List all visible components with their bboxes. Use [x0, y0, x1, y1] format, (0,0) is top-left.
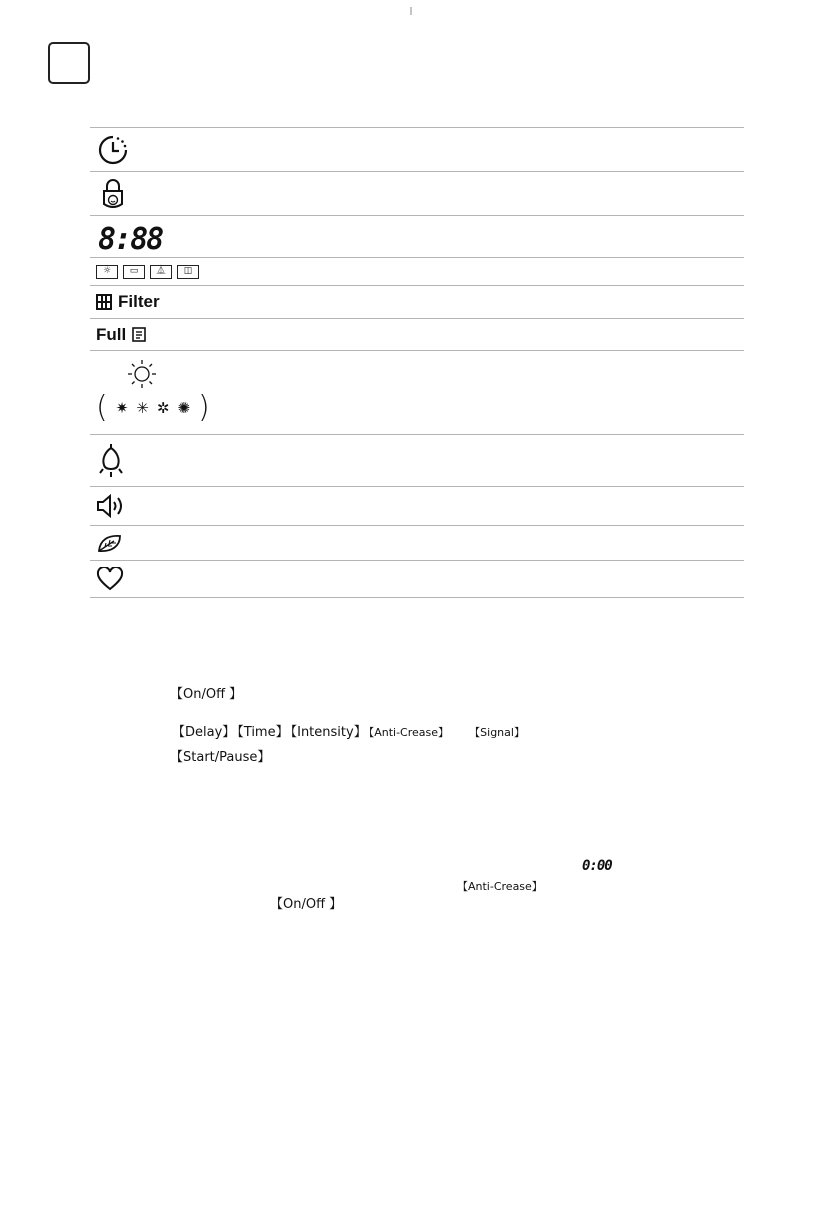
speaker-icon: [96, 493, 126, 519]
row-delay-timer: [90, 127, 744, 171]
row-display: [90, 215, 744, 257]
filter-grid-icon: [96, 294, 112, 310]
row-eco: [90, 525, 744, 560]
sun-icon: ☼: [96, 265, 118, 279]
row-signal: [90, 486, 744, 525]
top-edge-mark: [0, 0, 823, 8]
segment-display-icon: [96, 221, 166, 253]
text-line-6: [270, 893, 342, 912]
bracket-right: ): [198, 390, 210, 425]
row-filter: [90, 285, 744, 318]
program-icon-group: [96, 265, 199, 279]
row-light: [90, 434, 744, 486]
level-4-icon: ✺: [177, 398, 191, 417]
leaf-icon: [96, 532, 124, 554]
on-off-label: 【On/Off 】: [170, 687, 243, 702]
bracket-left: (: [96, 390, 108, 425]
page-number-box: [48, 42, 90, 84]
heart-icon: [96, 567, 124, 591]
icon-table: [90, 127, 744, 598]
water-tank-icon: [132, 327, 146, 342]
display-digits: 8:88: [98, 221, 163, 253]
text-line-3: [170, 746, 270, 765]
anti-crease-label-2: 【Anti-Crease】: [457, 880, 543, 893]
full-label: Full: [96, 324, 127, 344]
anti-crease-label: 【Anti-Crease】: [368, 726, 450, 739]
on-off-label-2: 【On/Off 】: [270, 897, 343, 912]
intensity-label: 【Intensity】: [290, 725, 367, 740]
drying-level-group: [96, 351, 210, 423]
timer-clock-icon: [96, 133, 130, 167]
level-1-icon: ✷: [115, 398, 129, 417]
row-drying-level: [90, 350, 744, 434]
row-child-lock: [90, 171, 744, 215]
start-pause-label: 【Start/Pause】: [170, 750, 271, 765]
row-program-icons: [90, 257, 744, 285]
shirt-icon: ▭: [123, 265, 145, 279]
signal-label: 【Signal】: [469, 726, 525, 739]
time-label: 【Time】: [237, 725, 289, 740]
filter-label: Filter: [118, 292, 160, 311]
light-bulb-icon: [96, 441, 126, 481]
text-line-2: [172, 721, 525, 740]
child-lock-icon: [96, 176, 130, 212]
level-3-icon: ✲: [156, 398, 170, 417]
row-tank-full: [90, 318, 744, 350]
row-favourite: [90, 560, 744, 598]
delay-label: 【Delay】: [172, 725, 236, 740]
sun-drying-icon: [96, 359, 196, 389]
text-line-4: [582, 858, 612, 874]
text-line-5: [457, 878, 543, 894]
text-line-1: [170, 683, 244, 702]
display-reading: 0:00: [582, 858, 612, 874]
level-2-icon: ✳: [136, 398, 149, 417]
drying-levels-indicator: [96, 390, 210, 425]
door-icon: ◫: [177, 265, 199, 279]
hanger-icon: ⏅: [150, 265, 172, 279]
